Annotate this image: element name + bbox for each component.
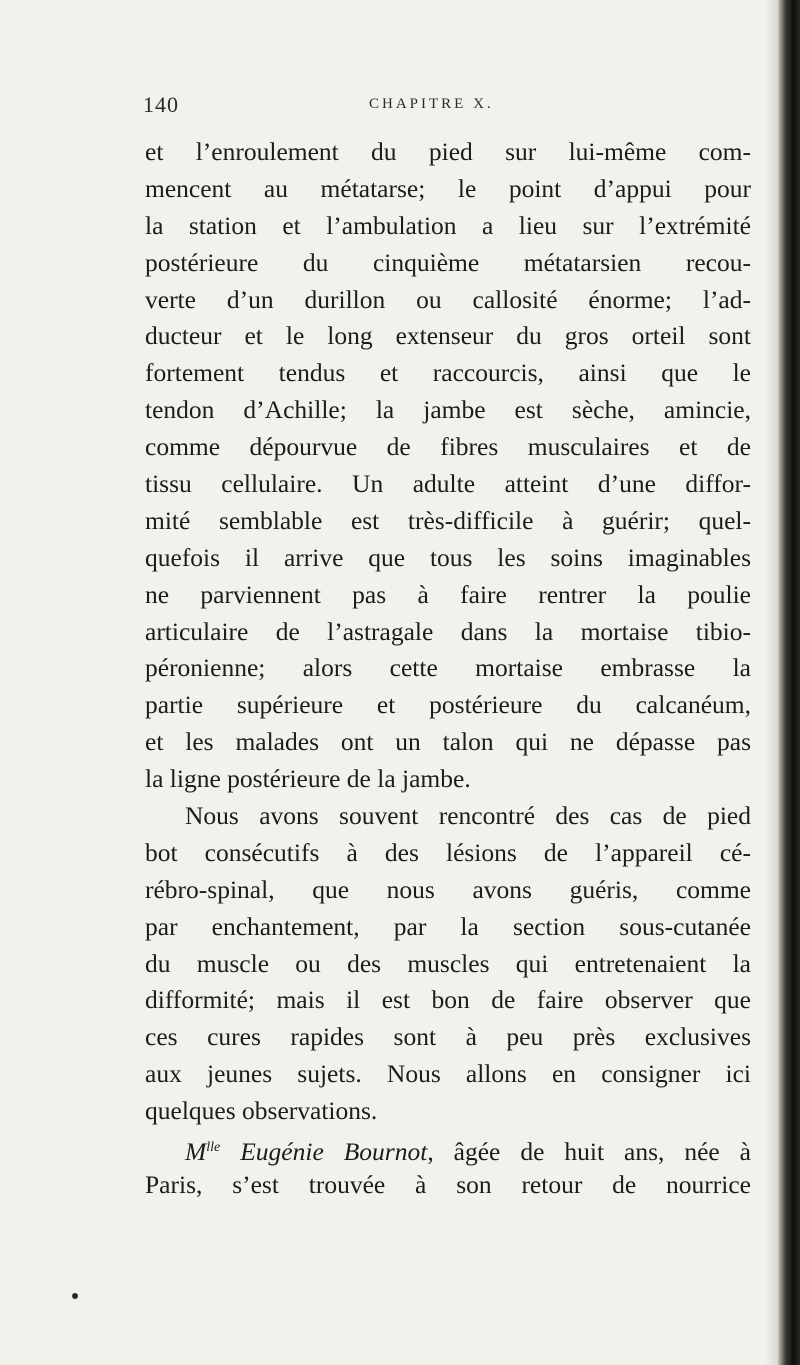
text-line: mencent au métatarse; le point d’appui pour	[145, 173, 751, 203]
text-line: partie supérieure et postérieure du calcanéum,	[145, 690, 751, 720]
text-line: aux jeunes sujets. Nous allons en consigner ici	[145, 1059, 751, 1089]
text-line: comme dépourvue de fibres musculaires et de	[145, 432, 751, 462]
text-line: articulaire de l’astragale dans la mortaise tibio-	[145, 616, 751, 646]
text-line: péronienne; alors cette mortaise embrasse la	[145, 653, 751, 683]
text-line: postérieure du cinquième métatarsien recou-	[145, 247, 751, 277]
text-line: difformité; mais il est bon de faire observer que	[145, 985, 751, 1015]
text-line: la ligne postérieure de la jambe.	[145, 764, 471, 794]
patient-name: Eugénie Bournot	[240, 1137, 428, 1167]
text-line: bot consécutifs à des lésions de l’appareil cé-	[145, 837, 751, 867]
text-line: fortement tendus et raccourcis, ainsi que le	[145, 358, 751, 388]
page-gutter-shadow	[764, 0, 778, 1365]
text-line: Nous avons souvent rencontré des cas de pied	[185, 801, 751, 831]
observation-heading-line	[145, 1130, 751, 1167]
ink-spot	[72, 1293, 78, 1299]
text-line: quefois il arrive que tous les soins imaginables	[145, 542, 751, 572]
text-line: la station et l’ambulation a lieu sur l’extrémité	[145, 210, 751, 240]
text-line: ces cures rapides sont à peu près exclusives	[145, 1022, 751, 1052]
text-line: tendon d’Achille; la jambe est sèche, amincie,	[145, 395, 751, 425]
text-line: et l’enroulement du pied sur lui-même com-	[145, 137, 751, 166]
page-number: 140	[143, 92, 179, 117]
page-header	[143, 92, 663, 122]
text-line: mité semblable est très-difficile à guérir; quel-	[145, 505, 751, 535]
running-head: CHAPITRE X.	[369, 96, 494, 112]
text-line: Paris, s’est trouvée à son retour de nourrice	[145, 1169, 751, 1199]
text-line: du muscle ou des muscles qui entretenaient la	[145, 948, 751, 978]
text-line: tissu cellulaire. Un adulte atteint d’une diffor-	[145, 469, 751, 499]
observation-title-prefix: M	[185, 1137, 207, 1167]
observation-title-sup: lle	[206, 1140, 221, 1156]
observation-line-rest: , âgée de huit ans, née à	[427, 1137, 752, 1167]
text-line: ne parviennent pas à faire rentrer la poulie	[145, 579, 751, 609]
body-text	[145, 134, 751, 1204]
text-line: et les malades ont un talon qui ne dépasse pas	[145, 727, 751, 757]
text-line: verte d’un durillon ou callosité énorme; l’ad-	[145, 284, 751, 314]
text-line: rébro-spinal, que nous avons guéris, comme	[145, 874, 751, 904]
book-edge	[778, 0, 800, 1365]
text-line: quelques observations.	[145, 1096, 378, 1126]
text-line: ducteur et le long extenseur du gros orteil sont	[145, 321, 751, 351]
text-line: par enchantement, par la section sous-cutanée	[145, 911, 751, 941]
